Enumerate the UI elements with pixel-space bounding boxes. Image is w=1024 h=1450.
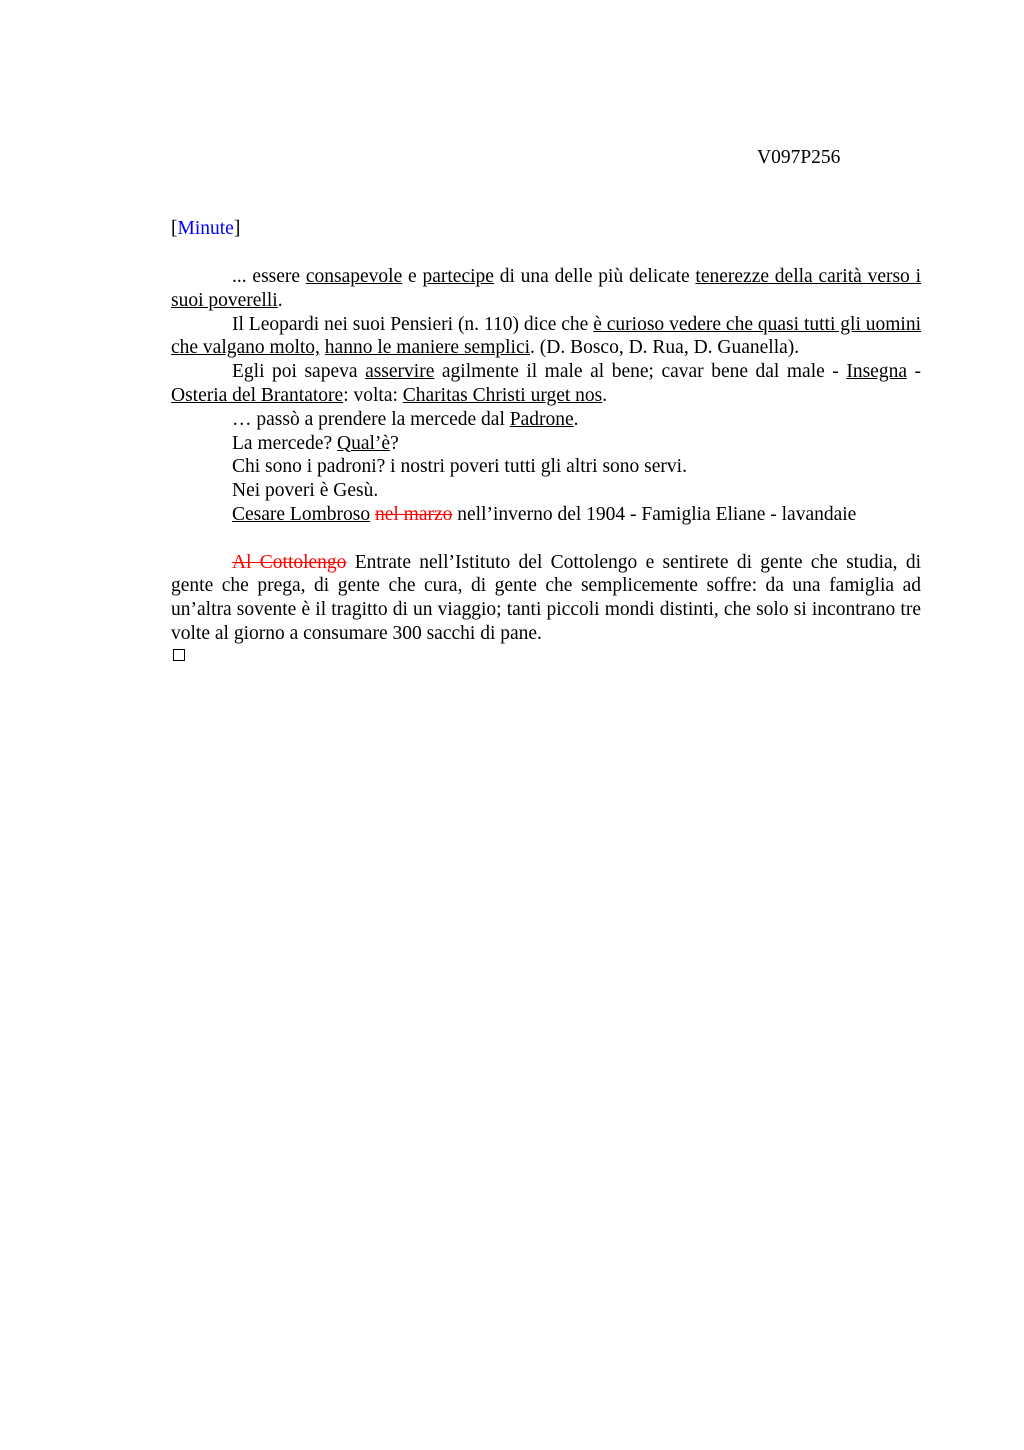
- text: di una delle più delicate: [493, 266, 696, 287]
- underlined-text: partecipe: [422, 266, 494, 287]
- deleted-text: Al Cottolengo: [232, 551, 347, 573]
- paragraph-8: [171, 503, 921, 527]
- document-body: [171, 265, 921, 646]
- text: agilmente il male al bene; cavar bene dal male -: [434, 361, 847, 383]
- text: Il Leopardi nei suoi Pensieri (n. 110) dice che: [232, 313, 594, 335]
- underlined-text: hanno le maniere semplici: [324, 337, 531, 359]
- underlined-text: asservire: [365, 361, 435, 383]
- underlined-text: consapevole: [305, 266, 403, 287]
- text: . (D. Bosco, D. Rua, D. Guanella).: [530, 337, 800, 359]
- paragraph-5: [171, 432, 921, 456]
- text: : volta:: [343, 384, 403, 406]
- text: Entrate nell’Istituto del Cottolengo e sentirete di gente che studia, di gente che prega, di gente che cura, di gente che semplicemente soffre: da una famiglia ad un’altra sovente è il tragitto di un viaggio; tanti piccoli mondi distinti, che solo si incontrano tre volte al giorno a consumare 300 sacchi di pane.: [171, 551, 921, 644]
- text: .: [573, 408, 579, 430]
- paragraph-9: [171, 551, 921, 646]
- text: Chi sono i padroni? i nostri poveri tutti gli altri sono servi.: [232, 456, 687, 478]
- text: -: [906, 361, 922, 383]
- underlined-text: Padrone: [509, 408, 574, 430]
- underlined-text: Qual’è: [337, 432, 391, 454]
- paragraph-6: [171, 455, 921, 479]
- deleted-text: nel marzo: [374, 503, 453, 525]
- text: .: [602, 384, 608, 406]
- text: Nei poveri è Gesù.: [232, 480, 379, 502]
- text: ... essere: [232, 266, 306, 287]
- paragraph-2: [171, 313, 921, 361]
- underlined-text: tenerezze della carità verso i suoi poverelli: [171, 266, 922, 311]
- paragraph-3: [171, 360, 921, 408]
- heading-open-bracket: [: [171, 218, 178, 239]
- section-heading: [171, 217, 240, 241]
- blank-line: [171, 527, 921, 551]
- text: La mercede?: [232, 432, 338, 454]
- text: ?: [390, 432, 399, 454]
- checkbox-square[interactable]: [173, 649, 185, 661]
- paragraph-4: [171, 408, 921, 432]
- text: .: [277, 289, 283, 311]
- underlined-text: Osteria del Brantatore: [171, 384, 344, 406]
- page-code: V097P256: [757, 147, 841, 168]
- underlined-text: Cesare Lombroso: [232, 503, 371, 525]
- underlined-text: è curioso vedere che quasi tutti gli uomini che valgano molto,: [171, 313, 922, 359]
- text: e: [402, 266, 423, 287]
- underlined-text: Charitas Christi urget nos: [402, 384, 603, 406]
- paragraph-7: [171, 479, 921, 503]
- heading-close-bracket: ]: [233, 218, 241, 239]
- paragraph-1: [171, 265, 921, 313]
- heading-label: Minute: [177, 218, 234, 239]
- text: Egli poi sapeva: [232, 361, 366, 383]
- underlined-text: Insegna: [846, 361, 907, 383]
- text: nell’inverno del 1904 - Famiglia Eliane - lavandaie: [452, 503, 857, 525]
- text: … passò a prendere la mercede dal: [232, 408, 510, 430]
